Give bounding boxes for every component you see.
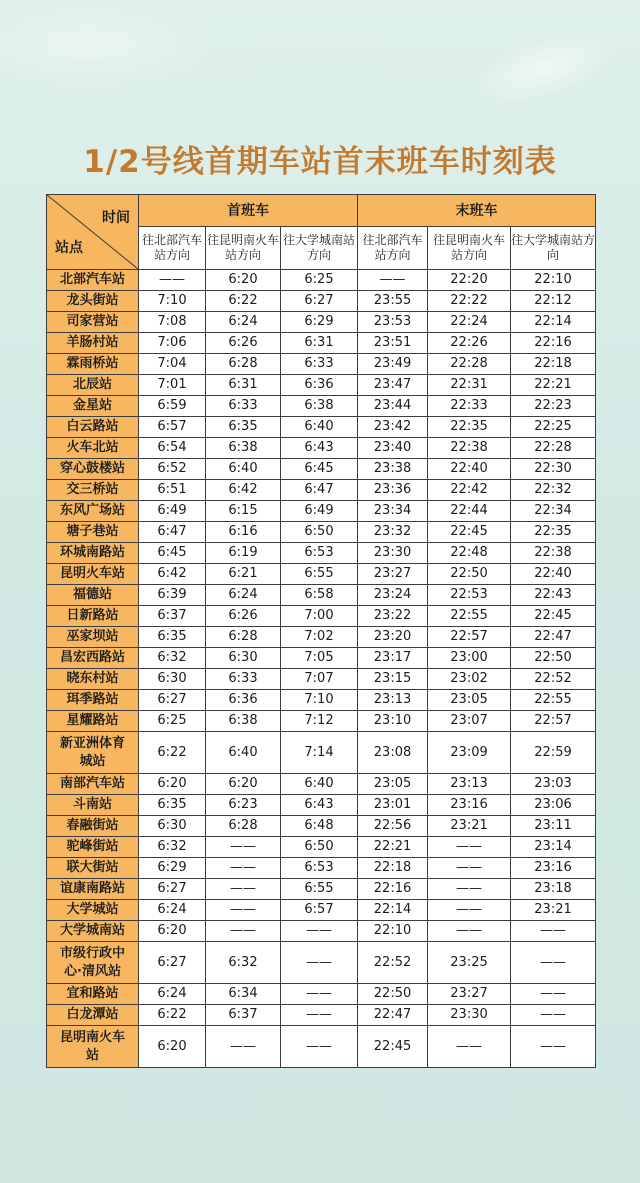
table-row	[47, 627, 596, 648]
time-cell: 7:04	[139, 354, 206, 375]
time-cell: 23:15	[358, 669, 428, 690]
time-cell: 6:30	[206, 648, 281, 669]
time-cell: 23:16	[511, 858, 596, 879]
time-cell: 23:20	[358, 627, 428, 648]
corner-header	[47, 195, 139, 270]
timetable-body	[47, 270, 596, 1068]
time-cell: 6:53	[281, 858, 358, 879]
time-cell: 6:32	[206, 942, 281, 984]
time-cell: ——	[511, 1026, 596, 1068]
time-cell: 7:07	[281, 669, 358, 690]
time-cell: 23:51	[358, 333, 428, 354]
time-cell: 6:24	[139, 900, 206, 921]
time-cell: 23:13	[428, 774, 511, 795]
time-cell: 6:38	[281, 396, 358, 417]
time-cell: 6:20	[206, 774, 281, 795]
table-row	[47, 984, 596, 1005]
time-cell: 6:38	[206, 711, 281, 732]
station-name: 北部汽车站	[47, 270, 139, 291]
time-cell: 23:55	[358, 291, 428, 312]
station-name: 环城南路站	[47, 543, 139, 564]
time-cell: 6:16	[206, 522, 281, 543]
table-row	[47, 900, 596, 921]
time-cell: 23:08	[358, 732, 428, 774]
time-cell: 6:42	[206, 480, 281, 501]
time-cell: 6:45	[281, 459, 358, 480]
table-row	[47, 333, 596, 354]
time-cell: 6:33	[206, 396, 281, 417]
time-cell: 22:56	[358, 816, 428, 837]
table-row	[47, 438, 596, 459]
time-cell: 6:36	[281, 375, 358, 396]
time-cell: 6:26	[206, 606, 281, 627]
time-cell: 6:28	[206, 816, 281, 837]
time-cell: 23:09	[428, 732, 511, 774]
page-title: 1/2号线首期车站首末班车时刻表	[83, 144, 557, 180]
station-name: 金星站	[47, 396, 139, 417]
time-cell: 6:30	[139, 669, 206, 690]
time-cell: 22:47	[511, 627, 596, 648]
time-cell: 22:25	[511, 417, 596, 438]
time-cell: ——	[428, 879, 511, 900]
time-cell: 6:22	[139, 1005, 206, 1026]
time-cell: 22:52	[358, 942, 428, 984]
time-cell: 22:22	[428, 291, 511, 312]
time-cell: ——	[139, 270, 206, 291]
time-cell: 22:31	[428, 375, 511, 396]
time-cell: 6:55	[281, 564, 358, 585]
time-cell: ——	[281, 1005, 358, 1026]
table-row	[47, 291, 596, 312]
table-row	[47, 585, 596, 606]
time-cell: 6:47	[139, 522, 206, 543]
time-cell: 22:57	[511, 711, 596, 732]
time-cell: ——	[511, 1005, 596, 1026]
time-cell: 23:18	[511, 879, 596, 900]
time-cell: 22:32	[511, 480, 596, 501]
time-cell: 22:18	[358, 858, 428, 879]
time-cell: 22:10	[358, 921, 428, 942]
station-name: 谊康南路站	[47, 879, 139, 900]
time-cell: 22:40	[428, 459, 511, 480]
time-cell: 23:01	[358, 795, 428, 816]
time-cell: 6:35	[139, 627, 206, 648]
station-name: 福德站	[47, 585, 139, 606]
time-cell: 22:14	[358, 900, 428, 921]
time-cell: 6:25	[281, 270, 358, 291]
station-name: 新亚洲体育城站	[47, 732, 139, 774]
station-name: 日新路站	[47, 606, 139, 627]
time-cell: 7:01	[139, 375, 206, 396]
time-cell: ——	[281, 984, 358, 1005]
time-cell: 7:02	[281, 627, 358, 648]
time-cell: 6:27	[139, 690, 206, 711]
station-name: 白云路站	[47, 417, 139, 438]
table-row	[47, 711, 596, 732]
table-row	[47, 774, 596, 795]
time-cell: 22:38	[428, 438, 511, 459]
time-cell: 6:27	[139, 879, 206, 900]
time-cell: 6:35	[206, 417, 281, 438]
time-cell: ——	[206, 900, 281, 921]
time-cell: 22:57	[428, 627, 511, 648]
time-cell: 23:34	[358, 501, 428, 522]
time-cell: 23:47	[358, 375, 428, 396]
time-cell: 6:57	[281, 900, 358, 921]
time-cell: 6:19	[206, 543, 281, 564]
time-cell: 23:02	[428, 669, 511, 690]
table-row	[47, 837, 596, 858]
time-cell: 6:54	[139, 438, 206, 459]
table-row	[47, 459, 596, 480]
time-cell: 6:49	[139, 501, 206, 522]
first-dir-north-bus-station: 往北部汽车站方向	[139, 227, 206, 270]
station-name: 驼峰街站	[47, 837, 139, 858]
time-cell: 23:00	[428, 648, 511, 669]
time-cell: 6:28	[206, 354, 281, 375]
time-cell: 23:24	[358, 585, 428, 606]
time-cell: 22:16	[358, 879, 428, 900]
table-row	[47, 690, 596, 711]
diagonal-line	[47, 195, 138, 269]
time-cell: 6:55	[281, 879, 358, 900]
time-cell: 22:10	[511, 270, 596, 291]
time-cell: 6:29	[281, 312, 358, 333]
time-cell: 6:58	[281, 585, 358, 606]
time-cell: ——	[206, 858, 281, 879]
time-cell: 6:27	[139, 942, 206, 984]
table-row	[47, 921, 596, 942]
time-cell: 22:55	[511, 690, 596, 711]
time-cell: 6:36	[206, 690, 281, 711]
station-name: 东风广场站	[47, 501, 139, 522]
time-cell: 23:05	[428, 690, 511, 711]
last-dir-university-town-south: 往大学城南站方向	[511, 227, 596, 270]
time-cell: 6:33	[281, 354, 358, 375]
time-cell: 22:45	[428, 522, 511, 543]
time-cell: 23:13	[358, 690, 428, 711]
time-cell: 22:34	[511, 501, 596, 522]
time-cell: 7:10	[281, 690, 358, 711]
time-cell: 6:37	[139, 606, 206, 627]
last-train-header: 末班车	[358, 195, 596, 227]
time-cell: 22:24	[428, 312, 511, 333]
time-cell: 6:28	[206, 627, 281, 648]
table-row	[47, 354, 596, 375]
time-cell: 23:11	[511, 816, 596, 837]
time-cell: 22:33	[428, 396, 511, 417]
time-cell: 6:21	[206, 564, 281, 585]
time-cell: 22:23	[511, 396, 596, 417]
station-name: 珥季路站	[47, 690, 139, 711]
table-row	[47, 312, 596, 333]
time-cell: 22:26	[428, 333, 511, 354]
time-cell: 6:59	[139, 396, 206, 417]
time-cell: 23:53	[358, 312, 428, 333]
time-cell: 23:30	[428, 1005, 511, 1026]
time-cell: 22:30	[511, 459, 596, 480]
time-cell: 23:07	[428, 711, 511, 732]
table-row	[47, 417, 596, 438]
time-cell: 6:34	[206, 984, 281, 1005]
time-cell: 6:50	[281, 522, 358, 543]
time-cell: 23:44	[358, 396, 428, 417]
station-name: 春融街站	[47, 816, 139, 837]
time-cell: 23:36	[358, 480, 428, 501]
time-cell: 6:15	[206, 501, 281, 522]
time-cell: ——	[206, 837, 281, 858]
table-row	[47, 942, 596, 984]
time-cell: 22:12	[511, 291, 596, 312]
time-cell: 23:22	[358, 606, 428, 627]
table-row	[47, 1026, 596, 1068]
station-name: 穿心鼓楼站	[47, 459, 139, 480]
time-cell: 22:44	[428, 501, 511, 522]
time-cell: 22:50	[358, 984, 428, 1005]
station-name: 司家营站	[47, 312, 139, 333]
time-cell: 22:20	[428, 270, 511, 291]
station-name: 市级行政中心·清风站	[47, 942, 139, 984]
time-cell: 6:20	[139, 921, 206, 942]
time-cell: 6:43	[281, 438, 358, 459]
time-cell: 22:48	[428, 543, 511, 564]
last-dir-kunming-south-railway: 往昆明南火车站方向	[428, 227, 511, 270]
time-cell: 23:21	[511, 900, 596, 921]
time-cell: 6:33	[206, 669, 281, 690]
station-name: 白龙潭站	[47, 1005, 139, 1026]
time-cell: 6:53	[281, 543, 358, 564]
time-cell: ——	[428, 837, 511, 858]
time-cell: 23:40	[358, 438, 428, 459]
station-name: 星耀路站	[47, 711, 139, 732]
time-cell: 6:45	[139, 543, 206, 564]
time-cell: 22:45	[358, 1026, 428, 1068]
time-cell: ——	[281, 921, 358, 942]
time-cell: 23:25	[428, 942, 511, 984]
time-cell: 6:25	[139, 711, 206, 732]
time-cell: 22:55	[428, 606, 511, 627]
time-cell: 23:17	[358, 648, 428, 669]
time-cell: 22:53	[428, 585, 511, 606]
station-name: 大学城站	[47, 900, 139, 921]
time-cell: 7:08	[139, 312, 206, 333]
time-cell: 6:23	[206, 795, 281, 816]
time-cell: ——	[358, 270, 428, 291]
time-cell: 6:51	[139, 480, 206, 501]
station-name: 晓东村站	[47, 669, 139, 690]
time-cell: 23:03	[511, 774, 596, 795]
time-cell: 22:18	[511, 354, 596, 375]
time-cell: 6:48	[281, 816, 358, 837]
table-row	[47, 606, 596, 627]
time-cell: 6:32	[139, 837, 206, 858]
time-cell: 6:24	[206, 585, 281, 606]
time-cell: 7:14	[281, 732, 358, 774]
table-row	[47, 564, 596, 585]
time-cell: 23:14	[511, 837, 596, 858]
time-cell: ——	[281, 1026, 358, 1068]
time-cell: 6:39	[139, 585, 206, 606]
time-cell: 7:12	[281, 711, 358, 732]
timetable	[46, 194, 596, 1068]
station-name: 联大街站	[47, 858, 139, 879]
time-cell: 22:14	[511, 312, 596, 333]
station-name: 羊肠村站	[47, 333, 139, 354]
time-cell: 22:21	[511, 375, 596, 396]
station-name: 北辰站	[47, 375, 139, 396]
table-row	[47, 732, 596, 774]
table-row	[47, 396, 596, 417]
time-cell: 6:31	[281, 333, 358, 354]
time-cell: 22:38	[511, 543, 596, 564]
time-cell: 6:38	[206, 438, 281, 459]
time-cell: 6:24	[139, 984, 206, 1005]
time-cell: 6:30	[139, 816, 206, 837]
station-name: 巫家坝站	[47, 627, 139, 648]
station-name: 昆明火车站	[47, 564, 139, 585]
time-cell: 6:20	[139, 1026, 206, 1068]
time-cell: 6:52	[139, 459, 206, 480]
background-cloud-left	[0, 0, 220, 90]
time-cell: 22:35	[511, 522, 596, 543]
station-name: 龙头街站	[47, 291, 139, 312]
time-cell: 6:40	[281, 417, 358, 438]
station-name: 宜和路站	[47, 984, 139, 1005]
station-name: 霖雨桥站	[47, 354, 139, 375]
time-cell: 23:05	[358, 774, 428, 795]
time-cell: 6:37	[206, 1005, 281, 1026]
time-cell: 22:28	[428, 354, 511, 375]
time-cell: ——	[428, 900, 511, 921]
table-row	[47, 543, 596, 564]
station-name: 大学城南站	[47, 921, 139, 942]
time-cell: ——	[206, 921, 281, 942]
time-cell: 6:40	[206, 732, 281, 774]
time-cell: ——	[511, 921, 596, 942]
time-cell: 23:49	[358, 354, 428, 375]
time-cell: 23:32	[358, 522, 428, 543]
time-cell: ——	[511, 984, 596, 1005]
time-cell: 23:30	[358, 543, 428, 564]
time-cell: 6:42	[139, 564, 206, 585]
time-cell: 7:10	[139, 291, 206, 312]
time-cell: 22:52	[511, 669, 596, 690]
time-cell: 23:38	[358, 459, 428, 480]
time-cell: 22:35	[428, 417, 511, 438]
time-cell: 6:43	[281, 795, 358, 816]
time-cell: 23:27	[358, 564, 428, 585]
table-row	[47, 648, 596, 669]
time-cell: 23:42	[358, 417, 428, 438]
first-dir-kunming-south-railway: 往昆明南火车站方向	[206, 227, 281, 270]
station-name: 交三桥站	[47, 480, 139, 501]
table-row	[47, 480, 596, 501]
table-row	[47, 522, 596, 543]
time-cell: 23:10	[358, 711, 428, 732]
time-cell: 22:28	[511, 438, 596, 459]
time-cell: ——	[281, 942, 358, 984]
time-cell: 22:50	[511, 648, 596, 669]
station-name: 南部汽车站	[47, 774, 139, 795]
time-cell: 7:05	[281, 648, 358, 669]
time-cell: 22:43	[511, 585, 596, 606]
first-dir-university-town-south: 往大学城南站方向	[281, 227, 358, 270]
time-cell: 6:40	[206, 459, 281, 480]
time-cell: ——	[206, 1026, 281, 1068]
time-cell: 22:45	[511, 606, 596, 627]
time-cell: 6:20	[206, 270, 281, 291]
time-cell: 6:22	[139, 732, 206, 774]
first-train-header: 首班车	[139, 195, 358, 227]
station-label: 站点	[55, 240, 83, 256]
station-name: 昌宏西路站	[47, 648, 139, 669]
time-cell: 6:49	[281, 501, 358, 522]
time-cell: 23:06	[511, 795, 596, 816]
time-cell: 6:47	[281, 480, 358, 501]
table-row	[47, 270, 596, 291]
time-cell: 22:59	[511, 732, 596, 774]
time-cell: 23:27	[428, 984, 511, 1005]
time-cell: ——	[428, 1026, 511, 1068]
table-row	[47, 375, 596, 396]
time-cell: 6:50	[281, 837, 358, 858]
table-row	[47, 795, 596, 816]
time-cell: 23:21	[428, 816, 511, 837]
time-cell: 6:31	[206, 375, 281, 396]
time-cell: ——	[206, 879, 281, 900]
time-cell: 6:20	[139, 774, 206, 795]
time-cell: 6:24	[206, 312, 281, 333]
time-cell: ——	[428, 921, 511, 942]
time-cell: 22:47	[358, 1005, 428, 1026]
time-cell: 23:16	[428, 795, 511, 816]
station-name: 昆明南火车站	[47, 1026, 139, 1068]
table-row	[47, 501, 596, 522]
time-cell: ——	[511, 942, 596, 984]
last-dir-north-bus-station: 往北部汽车站方向	[358, 227, 428, 270]
time-cell: 6:40	[281, 774, 358, 795]
table-row	[47, 669, 596, 690]
background-cloud-right	[464, 16, 625, 119]
time-cell: 22:42	[428, 480, 511, 501]
time-cell: 6:27	[281, 291, 358, 312]
time-cell: 22:16	[511, 333, 596, 354]
time-label: 时间	[102, 210, 130, 226]
table-row	[47, 1005, 596, 1026]
time-cell: 6:32	[139, 648, 206, 669]
time-cell: ——	[428, 858, 511, 879]
time-cell: 6:35	[139, 795, 206, 816]
time-cell: 7:06	[139, 333, 206, 354]
time-cell: 6:22	[206, 291, 281, 312]
table-row	[47, 816, 596, 837]
table-row	[47, 858, 596, 879]
station-name: 火车北站	[47, 438, 139, 459]
station-name: 塘子巷站	[47, 522, 139, 543]
time-cell: 6:57	[139, 417, 206, 438]
table-row	[47, 879, 596, 900]
time-cell: 6:29	[139, 858, 206, 879]
time-cell: 7:00	[281, 606, 358, 627]
station-name: 斗南站	[47, 795, 139, 816]
time-cell: 6:26	[206, 333, 281, 354]
time-cell: 22:40	[511, 564, 596, 585]
time-cell: 22:50	[428, 564, 511, 585]
time-cell: 22:21	[358, 837, 428, 858]
